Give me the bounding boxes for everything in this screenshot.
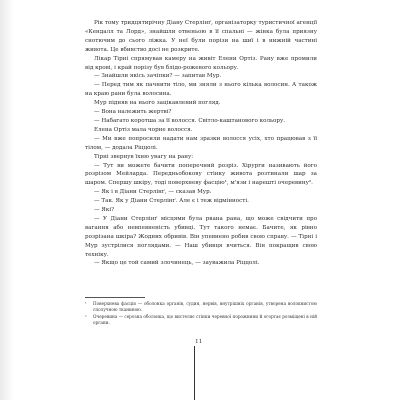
paragraph: Елена Ортіз мала чорне волосся. — [94, 126, 193, 133]
paragraph: — Знайшли якісь зачіпки? — запитав Мур. — [94, 73, 222, 80]
page-number: 11 — [195, 339, 203, 345]
paragraph: — Ми вже попросили надати нам зразки волосся усіх, хто працював з її тілом, — додала Ріццолі. — [85, 135, 317, 151]
paragraph: — У Діани Стерлінґ місцями була рвана рана, що може свідчити про вагання або невпевненість убивці. Тут такого немає. Бачите, як рівно розрізана шкіра? Жодних обривів. Він упевнено робив свою справу. — Тірні і Мур зустрілися поглядами. — Наш убивця вчиться. Він покращив свою техніку. — [85, 215, 317, 258]
paragraph: — Як і в Діани Стерлінґ, — сказав Мур. — [94, 189, 212, 196]
paragraph: — Вона належить жертві? — [94, 109, 172, 116]
paragraph: — Які? — [94, 207, 115, 214]
paragraph: — Якщо це той самий злочинець, — зауважила Ріццолі. — [94, 260, 260, 267]
footnote-number: ² — [85, 314, 87, 319]
footnote — [85, 314, 317, 326]
footnote-number: ¹ — [85, 301, 87, 306]
footnotes — [85, 301, 317, 327]
paragraph: — Перед тим як пачнити тіло, ми зняли з нього кілька волосин. А також на краю рани була волосина. — [85, 82, 317, 98]
paragraph: Рік тому тридцятирічну Діану Стерлінґ, організаторку туристичної агенції «Кендалл та Лорд», знайшли отвеньою в її спальні — жінка була приязну снотючим до сього ліжка. У неї були порізи на шиї і в нижній частині живота. Це вбивство досі не розкрите. — [85, 20, 317, 53]
paragraph: — Набагато коротша за її волосся. Світло-каштанового кольору. — [94, 117, 286, 124]
footnote-text: Очеревина — серозна оболонка, що вистеляє стінки черевної порожнини й огортає розміщені в ній органи. — [93, 314, 317, 325]
page-gutter-shadow — [0, 0, 14, 400]
main-text — [85, 19, 317, 268]
paragraph: — Тут ви можете бачити поперечний розріз. Хірурги називають його розрізом Мейларда. Передньобокову стінку живота розтинали шар за шаром. Спершу шкіру, тоді поверхневу фасцію¹, м'язи і нарешті очеревину². — [85, 162, 317, 187]
paragraph: — Так. Як у Діани Стерлінґ. Але є і теж відмінності. — [94, 198, 249, 205]
paragraph: Мур підняв на нього зацікавлений погляд. — [94, 100, 221, 107]
paragraph: Лікар Тірні спрямував камеру на живіт Елени Ортіз. Рану вже промили від крові, і край порізу був блідо-рожевого кольору. — [85, 55, 317, 71]
footnote-text: Поверхнева фасція — оболонка органів, судин, нервів, внутрішніх органів, утворена волокнистою сполучною тканиною. — [93, 301, 317, 312]
page-number-rule — [194, 346, 195, 400]
footnote-divider — [85, 297, 145, 298]
paragraph: Тірні звернув їхню увагу на рану: — [94, 153, 194, 160]
footnote — [85, 301, 317, 313]
